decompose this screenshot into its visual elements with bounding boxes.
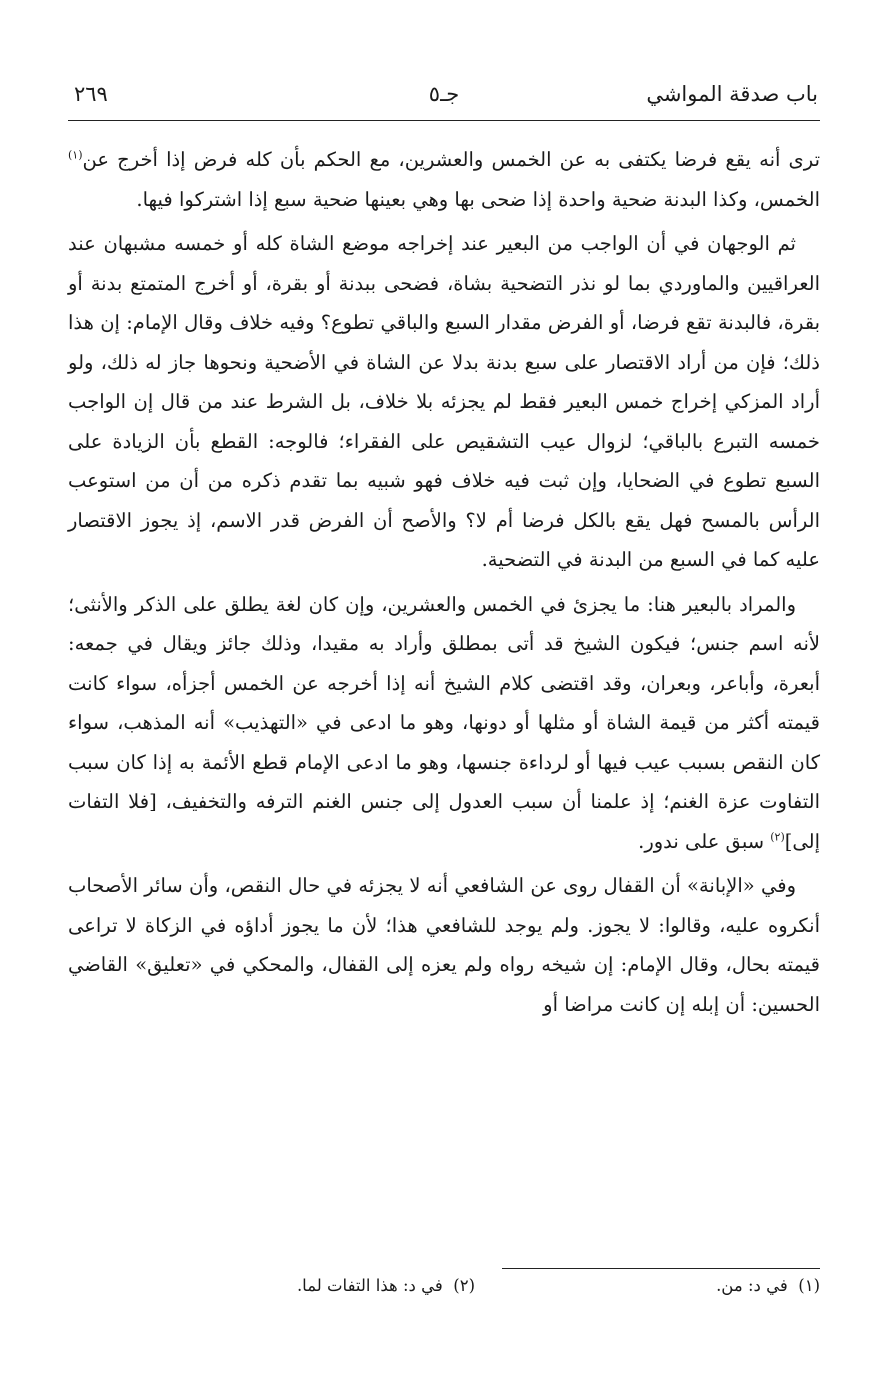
- footnote-ref-2: (٢): [770, 830, 785, 843]
- paragraph-3: [68, 585, 820, 862]
- footnote-1-text: في د: من.: [716, 1276, 788, 1295]
- main-text: [68, 140, 820, 1024]
- volume-label: جـ٥: [428, 82, 460, 106]
- header-rule: [68, 120, 820, 121]
- footnote-2-text: في د: هذا التفات لما.: [296, 1276, 443, 1295]
- footnote-ref-1: (١): [68, 148, 83, 162]
- paragraph-1-text-a: ترى أنه يقع فرضا يكتفى به عن الخمس والعشرين، مع الحكم بأن كله فرض إذا أخرج عن: [82, 148, 820, 171]
- page-number: ٢٦٩: [74, 82, 108, 106]
- footnote-1: [716, 1276, 820, 1295]
- paragraph-3-text-b: سبق على ندور.: [638, 829, 771, 853]
- running-header: [68, 82, 820, 120]
- book-page: [68, 0, 820, 1379]
- footnote-2: [297, 1276, 475, 1295]
- paragraph-2: ثم الوجهان في أن الواجب من البعير عند إخراجه موضع الشاة كله أو خمسه مشبهان عند العراقيين والماوردي بما لو نذر التضحية بشاة، فضحى ببدنة أو بقرة، أو أخرج المتمتع بدنة أو بقرة، فالبدنة تقع فرضا، أو الفرض مقدار السبع والباقي تطوع؟ وفيه خلاف وقال الإمام: إن هذا ذلك؛ فإن من أراد الاقتصار على سبع بدنة بدلا عن الشاة في الأضحية ونحوها جاز له ذلك، ولو أراد المزكي إخراج خمس البعير فقط لم يجزئه بلا خلاف، بل الشرط عند من قال إن الواجب خمسه التبرع بالباقي؛ لزوال عيب التشقيص على الفقراء؛ فالوجه: القطع بأن الزيادة على السبع تطوع في الضحايا، وإن ثبت فيه خلاف فهو شبيه بما تقدم ذكره من أن من استوعب الرأس بالمسح فهل يقع بالكل فرضا أم لا؟ والأصح أن الفرض قدر الاسم، إذ يجوز الاقتصار عليه كما في السبع من البدنة في التضحية.: [68, 232, 820, 571]
- footnote-1-marker: (١): [798, 1276, 820, 1295]
- paragraph-1-text-b: الخمس، وكذا البدنة ضحية واحدة إذا ضحى بها وهي بعينها ضحية سبع إذا اشتركوا فيها.: [136, 187, 820, 211]
- footnote-2-marker: (٢): [453, 1276, 475, 1295]
- paragraph-4: وفي «الإبانة» أن القفال روى عن الشافعي أنه لا يجزئه في حال النقص، وأن سائر الأصحاب أنكروه عليه، وقالوا: لا يجوز. ولم يوجد للشافعي هذا؛ لأن ما يجوز أداؤه في الزكاة لا تراعى قيمته بحال، وقال الإمام: إن شيخه رواه ولم يعزه إلى القفال، والمحكي في «تعليق» القاضي الحسين: أن إبله إن كانت مراضا أو: [68, 874, 820, 1016]
- footnote-rule: [502, 1268, 820, 1269]
- paragraph-1: [68, 140, 820, 219]
- footnotes: [68, 1276, 820, 1316]
- paragraph-3-text-a: والمراد بالبعير هنا: ما يجزئ في الخمس والعشرين، وإن كان لغة يطلق على الذكر والأنثى؛ لأنه اسم جنس؛ فيكون الشيخ قد أتى بمطلق وأراد به مقيدا، وذلك جائز ويقال في جمعه: أبعرة، وأباعر، وبعران، وقد اقتضى كلام الشيخ أنه إذا أخرجه عن الخمس أجزأه، سواء كانت قيمته أكثر من قيمة الشاة أو مثلها أو دونها، وهو ما ادعى في «التهذيب» أنه المذهب، سواء كان النقص بسبب عيب فيها أو لرداءة جنسها، وهو ما ادعى الإمام قطع الأئمة به إذا كان سبب التفاوت عزة الغنم؛ إذ علمنا أن سبب العدول إلى جنس الغنم الترفه والتخفيف، [فلا التفات إلى]: [68, 592, 820, 853]
- chapter-title: باب صدقة المواشي: [646, 82, 818, 106]
